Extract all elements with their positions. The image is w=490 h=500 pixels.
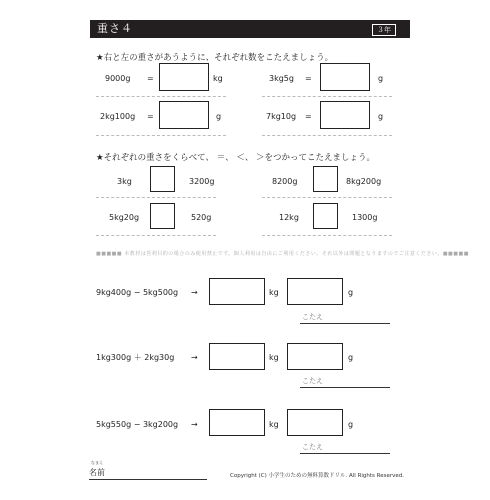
s3-p2-answer-line	[300, 387, 390, 388]
s3-p2-expression: 1kg300g ＋ 2kg30g	[96, 353, 175, 362]
s2-row1-divider	[96, 197, 216, 198]
header-bar	[90, 20, 410, 38]
s3-p1-answer-label: こたえ	[302, 313, 323, 321]
s2-row2-left: 8200g	[272, 177, 298, 186]
s1-row3-left: 2kg100g	[100, 112, 136, 121]
s1-row1-divider-right	[262, 96, 392, 97]
s3-p3-kg-box[interactable]	[209, 409, 265, 436]
copyright: Copyright (C) 小学生のための無料算数ドリル. All Rights Reserved.	[230, 473, 405, 479]
page-title: 重さ４	[97, 22, 133, 35]
s2-row2-divider	[96, 235, 216, 236]
s1-row1-left: 9000g	[105, 74, 131, 83]
s1-row2-equals: =	[305, 74, 312, 83]
s1-row4-equals: =	[305, 112, 312, 121]
s2-row2-answer-box[interactable]	[313, 166, 338, 192]
s1-row4-left: 7kg10g	[266, 112, 297, 121]
s3-p1-g-box[interactable]	[287, 278, 343, 305]
s3-p1-expression: 9kg400g − 5kg500g	[96, 288, 179, 297]
s3-p2-kg-unit: kg	[269, 353, 279, 362]
s3-p2-answer-label: こたえ	[302, 377, 323, 385]
s3-p2-arrow: →	[191, 353, 198, 362]
s3-p1-arrow: →	[191, 288, 198, 297]
s3-p1-g-unit: g	[348, 288, 354, 297]
s2-row1-answer-box[interactable]	[150, 166, 175, 192]
s1-row3-equals: =	[147, 112, 154, 121]
s1-row2-answer-box[interactable]	[320, 63, 370, 91]
s3-p3-kg-unit: kg	[269, 420, 279, 429]
s1-row3-answer-box[interactable]	[159, 101, 209, 129]
s1-row1-unit: kg	[213, 74, 223, 83]
s1-row1-equals: =	[147, 74, 154, 83]
usage-notice: ■■■■■ 本教材は営利目的の場合のみ使用禁止です。個人利用は自由にご利用ください。それ以外は問題となりますのでご注意ください。■■■■■	[96, 251, 469, 257]
name-line	[89, 479, 207, 480]
s2-row4-left: 12kg	[279, 213, 299, 222]
s2-row2-divider-right	[262, 235, 392, 236]
s1-row3-unit: g	[216, 112, 222, 121]
s1-row4-answer-box[interactable]	[320, 101, 370, 129]
s2-row1-left: 3kg	[117, 177, 132, 186]
s1-row2-divider	[96, 135, 226, 136]
s3-p2-g-unit: g	[348, 353, 354, 362]
s2-row4-answer-box[interactable]	[313, 203, 338, 229]
s2-row2-right: 8kg200g	[346, 177, 382, 186]
s2-row1-right: 3200g	[189, 177, 215, 186]
name-label: 名前	[89, 468, 105, 477]
s2-row4-right: 1300g	[352, 213, 378, 222]
name-ruby: なまえ	[91, 460, 103, 465]
s3-p3-answer-label: こたえ	[302, 443, 323, 451]
s1-row1-answer-box[interactable]	[159, 63, 209, 91]
section2-instruction: ★それぞれの重さをくらべて、 ＝、 ＜、 ＞をつかってこたえましょう。	[96, 153, 376, 163]
s1-row2-divider-right	[262, 135, 392, 136]
s2-row3-answer-box[interactable]	[150, 203, 175, 229]
s3-p1-answer-line	[300, 323, 390, 324]
section1-instruction: ★右と左の重さがあうように、それぞれ数をこたえましょう。	[96, 53, 334, 63]
s1-row2-unit: g	[378, 74, 384, 83]
s3-p3-expression: 5kg550g − 3kg200g	[96, 420, 179, 429]
s2-row3-left: 5kg20g	[109, 213, 140, 222]
s3-p2-g-box[interactable]	[287, 343, 343, 370]
s2-row1-divider-right	[262, 197, 392, 198]
s1-row4-unit: g	[378, 112, 384, 121]
s2-row3-right: 520g	[191, 213, 212, 222]
s3-p3-g-unit: g	[348, 420, 354, 429]
s3-p1-kg-unit: kg	[269, 288, 279, 297]
s3-p3-g-box[interactable]	[287, 409, 343, 436]
s3-p1-kg-box[interactable]	[209, 278, 265, 305]
grade-badge: ３年	[372, 24, 396, 36]
s1-row2-left: 3kg5g	[269, 74, 294, 83]
s3-p2-kg-box[interactable]	[209, 343, 265, 370]
s1-row1-divider	[96, 96, 226, 97]
s3-p3-answer-line	[300, 453, 390, 454]
s3-p3-arrow: →	[191, 420, 198, 429]
